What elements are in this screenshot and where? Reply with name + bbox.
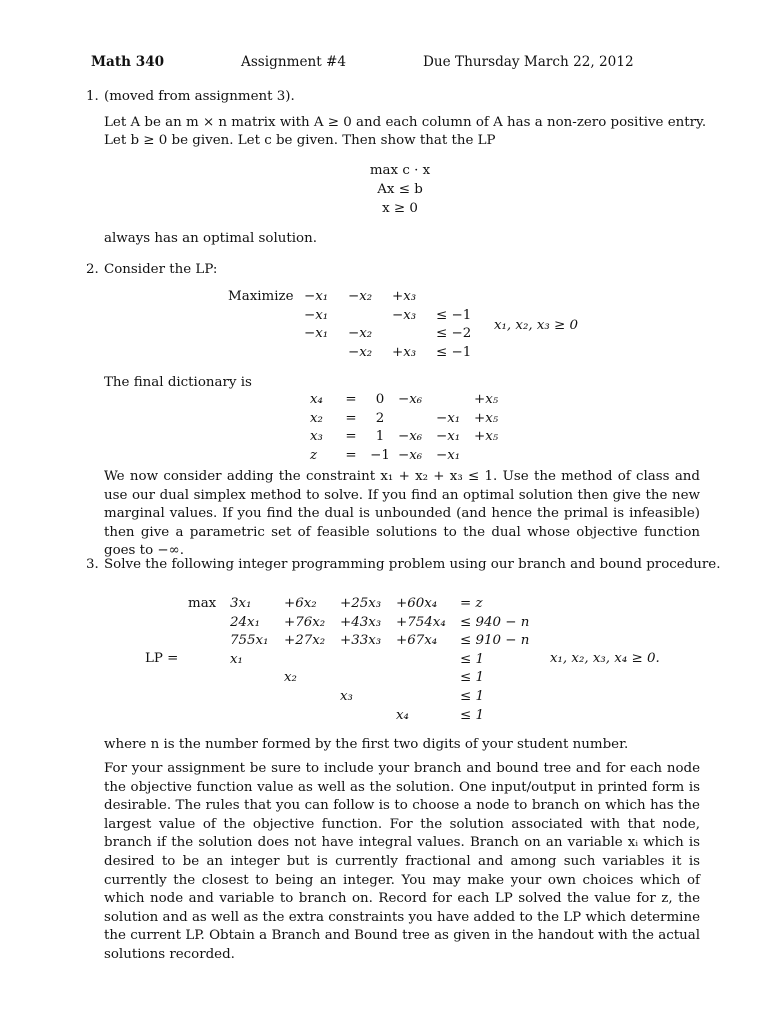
dict-cell: = [345,447,357,463]
q2-lp-cell: −x₂ [348,326,373,342]
q3-cell: +27x₂ [284,633,326,649]
q3-max-label: max [188,596,217,611]
q3-cell [284,688,340,707]
q2-lp-cell: ≤ −1 [436,344,472,360]
q2-lp-row [304,288,492,307]
q3-cell: +60x₄ [396,596,438,611]
dict-cell: +x₅ [474,410,499,426]
q2-lp-cell: −x₁ [304,326,329,342]
q1-lp-objective: max c · x [369,163,431,178]
dict-cell: 2 [375,410,385,426]
dict-cell: −x₁ [436,429,461,445]
dict-cell: x₄ [310,392,323,407]
q3-cell [396,688,460,707]
q2-lp-cell: −x₂ [348,344,373,360]
q3-cell: ≤ 1 [460,670,484,686]
q3-cell: ≤ 910 − n [460,633,530,649]
q2-lp-cell: ≤ −2 [436,326,472,342]
q3-cell: x₁ [230,651,243,667]
q2-lp-cell [392,325,436,344]
dict-cell: = [345,410,357,426]
q3-cell: ≤ 1 [460,688,484,704]
dict-cell: −1 [370,447,390,463]
dict-cell: −x₆ [398,447,423,463]
q2-lp-cell: ≤ −1 [436,307,472,323]
q3-where: where n is the number formed by the first two digits of your student number. [104,737,629,752]
q3-cell: 24x₁ [230,614,260,630]
q2-lp-cell [436,288,492,307]
q2-lp-row [304,325,492,344]
dictionary-row [310,428,510,447]
q3-lp-label: LP = [145,651,179,666]
dict-cell: 0 [375,392,385,407]
q1-note: (moved from assignment 3). [104,89,295,104]
dict-cell: −x₁ [436,447,461,463]
q3-lp-row [230,669,548,688]
q2-dictionary-intro: The final dictionary is [104,375,252,390]
q2-lp-table [304,288,492,362]
q3-instructions: For your assignment be sure to include your branch and bound tree and for each node the objective function value as well as the solution. One input/output in printed form is desirable. The rules that you can follow is to choose a node to branch on which has the largest value of the objective function. For the solution associated with that node, branch if the solution does not have integral values. Branch on an variable xᵢ which is desired to be an integer but is currently fractional and among such variables it is currently the closest to being an integer. You may make your own choices which of which node and variable to branch on. Record for each LP solved the value for z, the solution and as well as the extra constraints you have added to the LP which determine the current LP. Obtain a Branch and Bound tree as given in the handout with the actual solutions recorded. [104,761,700,962]
course-title: Math 340 [91,54,165,70]
q3-cell: ≤ 1 [460,707,484,723]
q1-lp-constraint: Ax ≤ b [377,182,423,197]
q3-cell [230,707,284,726]
q3-cell: +6x₂ [284,596,317,611]
q3-cell [340,651,396,670]
q1-lp-nonneg: x ≥ 0 [382,201,418,216]
q3-cell: ≤ 1 [460,651,484,667]
q3-cell: 3x₁ [230,596,252,611]
q2-number: 2. [86,262,99,277]
q3-lp-row [230,632,548,651]
dict-cell: −x₆ [398,429,423,445]
q3-cell [284,707,340,726]
q3-cell [230,669,284,688]
q2-maximize-label: Maximize [228,289,294,304]
dictionary-row [310,410,510,429]
q3-lp-row [230,707,548,726]
dict-cell: +x₅ [474,392,499,407]
q3-cell: = z [460,596,483,611]
q1-number: 1. [86,89,99,104]
dict-cell: x₂ [310,410,323,426]
q2-lp-cell: −x₃ [392,307,417,323]
q2-lp-cell: +x₃ [392,344,417,360]
dict-cell: +x₅ [474,429,499,445]
q3-cell: 755x₁ [230,633,269,649]
q3-lp-table [230,595,548,725]
q3-cell: +43x₃ [340,614,382,630]
q3-lp-row [230,614,548,633]
dict-cell: = [345,392,357,407]
q3-cell: ≤ 940 − n [460,614,530,630]
q2-lp-cell: −x₁ [304,307,329,323]
q2-text: We now consider adding the constraint x₁ + x₂ + x₃ ≤ 1. Use the method of class and use our dual simplex method to solve. If you find an optimal solution then give the new marginal values. If you find the dual is unbounded (and hence the primal is infeasible) then give a parametric set of feasible solutions to the dual whose objective function goes to −∞. [104,469,700,559]
q2-lp-cell: +x₃ [392,289,417,304]
dict-cell [436,391,474,410]
q3-lp-row [230,651,548,670]
dict-cell: x₃ [310,429,323,445]
dict-cell: 1 [375,429,385,445]
q3-lp-row [230,688,548,707]
dict-cell [398,410,436,429]
q3-cell: x₄ [396,707,409,723]
q1-conclusion: always has an optimal solution. [104,231,317,246]
q1-text-line2: Let b ≥ 0 be given. Let c be given. Then show that the LP [104,133,496,148]
dict-cell: −x₁ [436,410,461,426]
q3-cell: +33x₃ [340,633,382,649]
q2-lp-cell: −x₂ [348,289,373,304]
q3-cell: +67x₄ [396,633,438,649]
q2-nonneg: x₁, x₂, x₃ ≥ 0 [494,318,579,333]
assignment-title: Assignment #4 [241,54,347,70]
q3-cell: +76x₂ [284,614,326,630]
q3-lp-row [230,595,548,614]
q2-lp-cell: −x₁ [304,289,329,304]
q3-cell [396,651,460,670]
dict-cell: z [310,447,318,463]
q1-text-line1: Let A be an m × n matrix with A ≥ 0 and each column of A has a non-zero positive entry. [104,115,707,130]
q3-cell [396,669,460,688]
q3-number: 3. [86,557,99,572]
q3-cell [230,688,284,707]
q2-lp-row [304,344,492,363]
dictionary-row [310,447,510,466]
due-date: Due Thursday March 22, 2012 [423,54,634,70]
q2-lp-row [304,307,492,326]
q3-cell [340,669,396,688]
q3-intro: Solve the following integer programming problem using our branch and bound procedure. [104,557,721,572]
q3-cell: +25x₃ [340,596,382,611]
q3-cell: +754x₄ [396,614,446,630]
q3-nonneg: x₁, x₂, x₃, x₄ ≥ 0. [550,651,660,666]
q2-lp-cell [348,307,392,326]
q3-cell [284,651,340,670]
q2-lp-cell [304,344,348,363]
q2-dictionary [310,391,510,465]
dict-cell: −x₆ [398,392,423,407]
q3-cell [340,707,396,726]
dict-cell: = [345,429,357,445]
q2-intro: Consider the LP: [104,262,218,277]
q3-cell: x₃ [340,688,353,704]
q3-cell: x₂ [284,670,297,686]
dictionary-row [310,391,510,410]
dict-cell [474,447,510,466]
